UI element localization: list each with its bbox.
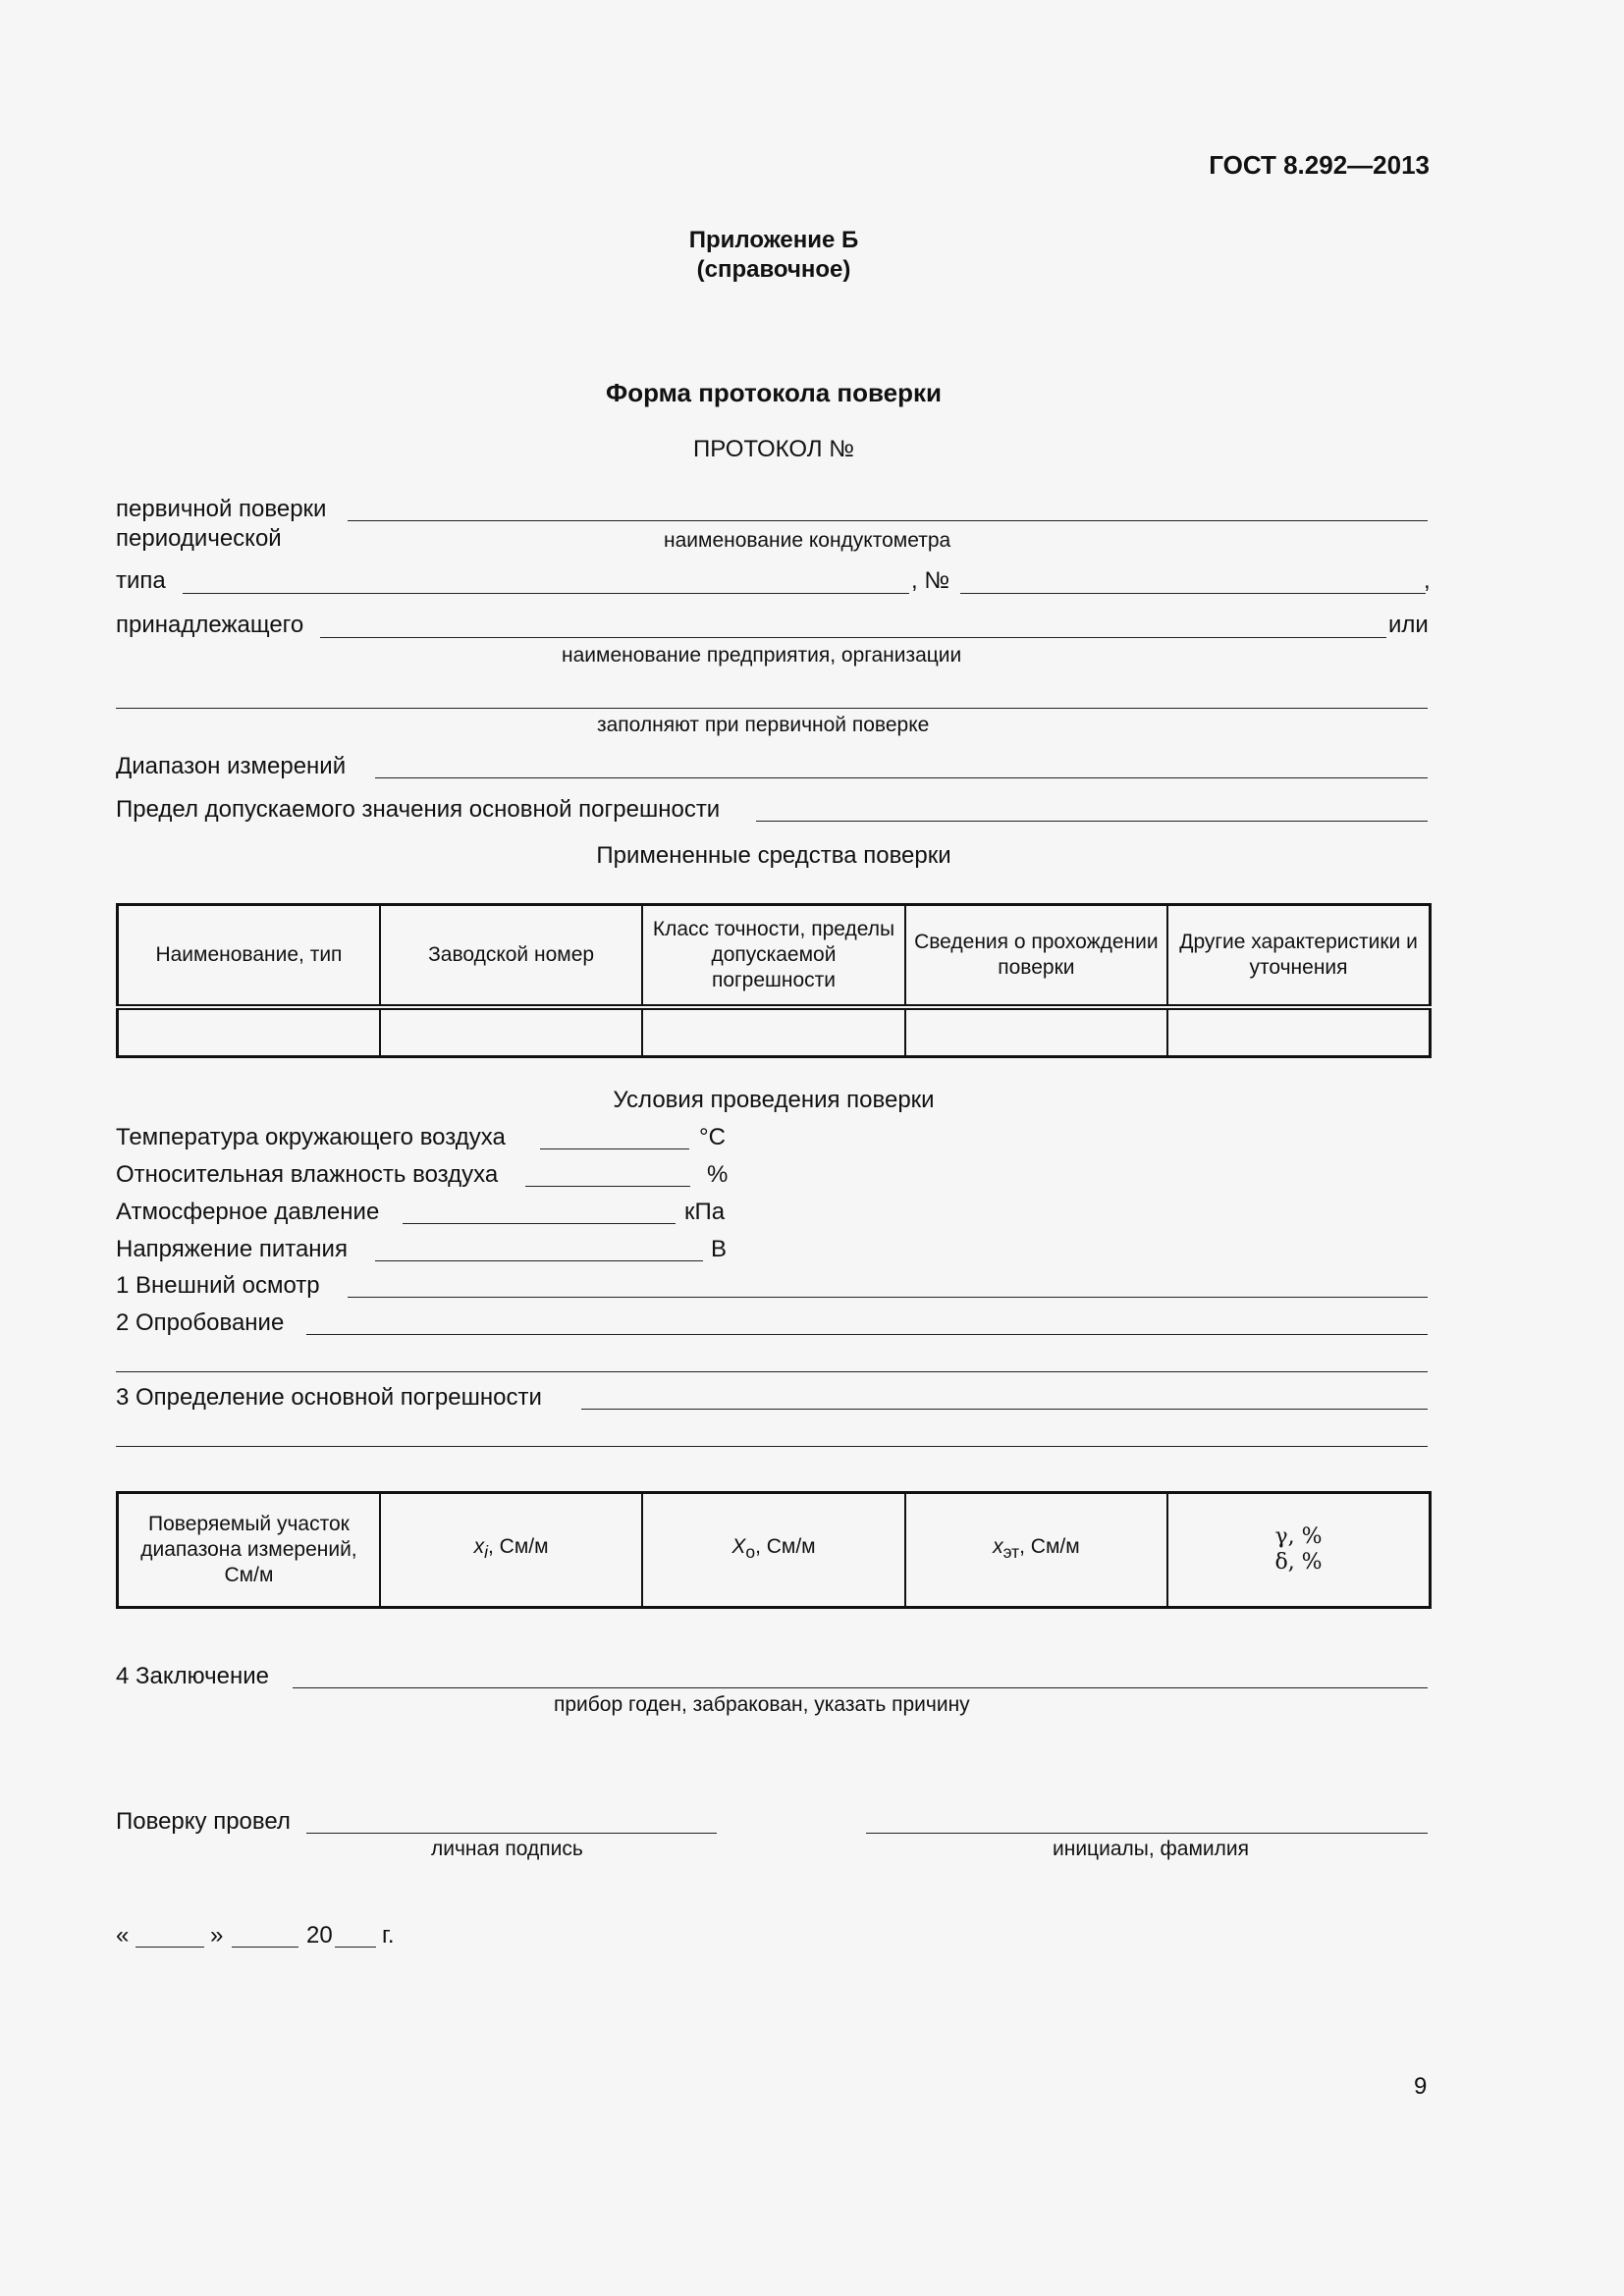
or-label: или (1388, 612, 1429, 638)
form-title: Форма протокола поверки (606, 378, 942, 407)
gamma-label: γ, % (1274, 1524, 1323, 1549)
testing-line[interactable] (306, 1334, 1428, 1335)
date-close-quote: » (210, 1922, 224, 1949)
range-label: Диапазон измерений (116, 753, 347, 779)
xo-unit: , См/м (755, 1535, 816, 1559)
humidity-line[interactable] (525, 1186, 690, 1187)
xo-subscript: о (745, 1542, 756, 1563)
date-year-suffix: г. (382, 1922, 395, 1949)
humidity-unit: % (707, 1161, 729, 1188)
inspection-label: 1 Внешний осмотр (116, 1272, 320, 1299)
error-col-xref (905, 1493, 1167, 1608)
means-table-header-row (118, 905, 1431, 1008)
owner-line[interactable] (320, 637, 1386, 638)
error-limit-line[interactable] (756, 821, 1428, 822)
testing-label: 2 Опробование (116, 1309, 285, 1336)
name-caption: инициалы, фамилия (1053, 1838, 1249, 1860)
table-cell[interactable] (380, 1007, 642, 1057)
xref-symbol: x (993, 1535, 1003, 1559)
testing-line-2[interactable] (116, 1371, 1428, 1372)
appendix-subtitle: (справочное) (696, 256, 851, 283)
pressure-line[interactable] (403, 1223, 676, 1224)
trailing-comma: , (1424, 567, 1431, 594)
means-table-empty-row (118, 1007, 1431, 1057)
error-determination-label: 3 Определение основной погрешности (116, 1384, 542, 1411)
xi-subscript: i (484, 1542, 488, 1563)
error-limit-label: Предел допускаемого значения основной погрешности (116, 796, 721, 823)
temperature-label: Температура окружающего воздуха (116, 1124, 506, 1150)
xref-subscript: эт (1002, 1542, 1020, 1563)
signature-label: Поверку провел (116, 1808, 291, 1835)
date-day-line[interactable] (135, 1947, 204, 1948)
conclusion-caption: прибор годен, забракован, указать причину (554, 1693, 970, 1716)
voltage-line[interactable] (375, 1260, 703, 1261)
temperature-unit: °С (699, 1124, 726, 1150)
xi-unit: , См/м (488, 1535, 549, 1559)
means-col-other: Другие характеристики и уточнения (1167, 905, 1430, 1008)
means-col-serial: Заводской номер (380, 905, 642, 1008)
protocol-title: ПРОТОКОЛ № (693, 436, 854, 462)
primary-fill-line[interactable] (116, 708, 1428, 709)
standard-code: ГОСТ 8.292—2013 (1209, 150, 1430, 180)
xref-unit: , См/м (1019, 1535, 1080, 1559)
pressure-label: Атмосферное давление (116, 1199, 380, 1225)
range-line[interactable] (375, 777, 1428, 778)
conductometer-caption: наименование кондуктометра (664, 529, 951, 552)
means-col-verification-info: Сведения о прохождении поверки (905, 905, 1167, 1008)
pressure-unit: кПа (684, 1199, 726, 1225)
number-label: , № (911, 567, 950, 594)
means-col-name: Наименование, тип (118, 905, 380, 1008)
owner-caption: наименование предприятия, организации (562, 644, 962, 667)
owner-label: принадлежащего (116, 612, 304, 638)
date-month-line[interactable] (232, 1947, 298, 1948)
page-number: 9 (1414, 2073, 1428, 2100)
conclusion-line[interactable] (293, 1687, 1428, 1688)
table-cell[interactable] (118, 1007, 380, 1057)
humidity-label: Относительная влажность воздуха (116, 1161, 499, 1188)
date-year-prefix: 20 (306, 1922, 333, 1949)
means-col-accuracy: Класс точности, пределы допускаемой погрешности (642, 905, 904, 1008)
voltage-label: Напряжение питания (116, 1236, 348, 1262)
appendix-title: Приложение Б (688, 227, 859, 253)
signature-caption: личная подпись (431, 1838, 583, 1860)
date-year-line[interactable] (335, 1947, 376, 1948)
table-cell[interactable] (905, 1007, 1167, 1057)
primary-fill-caption: заполняют при первичной поверке (597, 714, 930, 736)
serial-number-line[interactable] (960, 593, 1426, 594)
type-line[interactable] (183, 593, 909, 594)
name-line[interactable] (866, 1833, 1428, 1834)
table-cell[interactable] (1167, 1007, 1430, 1057)
conditions-title: Условия проведения поверки (613, 1087, 935, 1113)
error-determination-line-2[interactable] (116, 1446, 1428, 1447)
conductometer-name-line[interactable] (348, 520, 1428, 521)
error-col-gamma-delta (1167, 1493, 1430, 1608)
primary-verification-label: первичной поверки (116, 496, 327, 522)
inspection-line[interactable] (348, 1297, 1428, 1298)
error-table (116, 1491, 1432, 1609)
means-section-title: Примененные средства поверки (596, 842, 951, 869)
xi-symbol: x (473, 1535, 485, 1559)
delta-label: δ, % (1274, 1550, 1323, 1575)
error-col-xo (642, 1493, 904, 1608)
signature-line[interactable] (306, 1833, 717, 1834)
type-label: типа (116, 567, 166, 594)
table-cell[interactable] (642, 1007, 904, 1057)
error-table-header-row (118, 1493, 1431, 1608)
date-open-quote: « (116, 1922, 130, 1949)
periodic-verification-label: периодической (116, 525, 282, 552)
means-table (116, 903, 1432, 1058)
conclusion-label: 4 Заключение (116, 1663, 269, 1689)
error-col-xi (380, 1493, 642, 1608)
xo-symbol: X (731, 1535, 746, 1559)
error-col-range-section: Поверяемый участок диапазона измерений, См/м (118, 1493, 380, 1608)
error-determination-line[interactable] (581, 1409, 1428, 1410)
voltage-unit: В (711, 1236, 728, 1262)
temperature-line[interactable] (540, 1148, 689, 1149)
